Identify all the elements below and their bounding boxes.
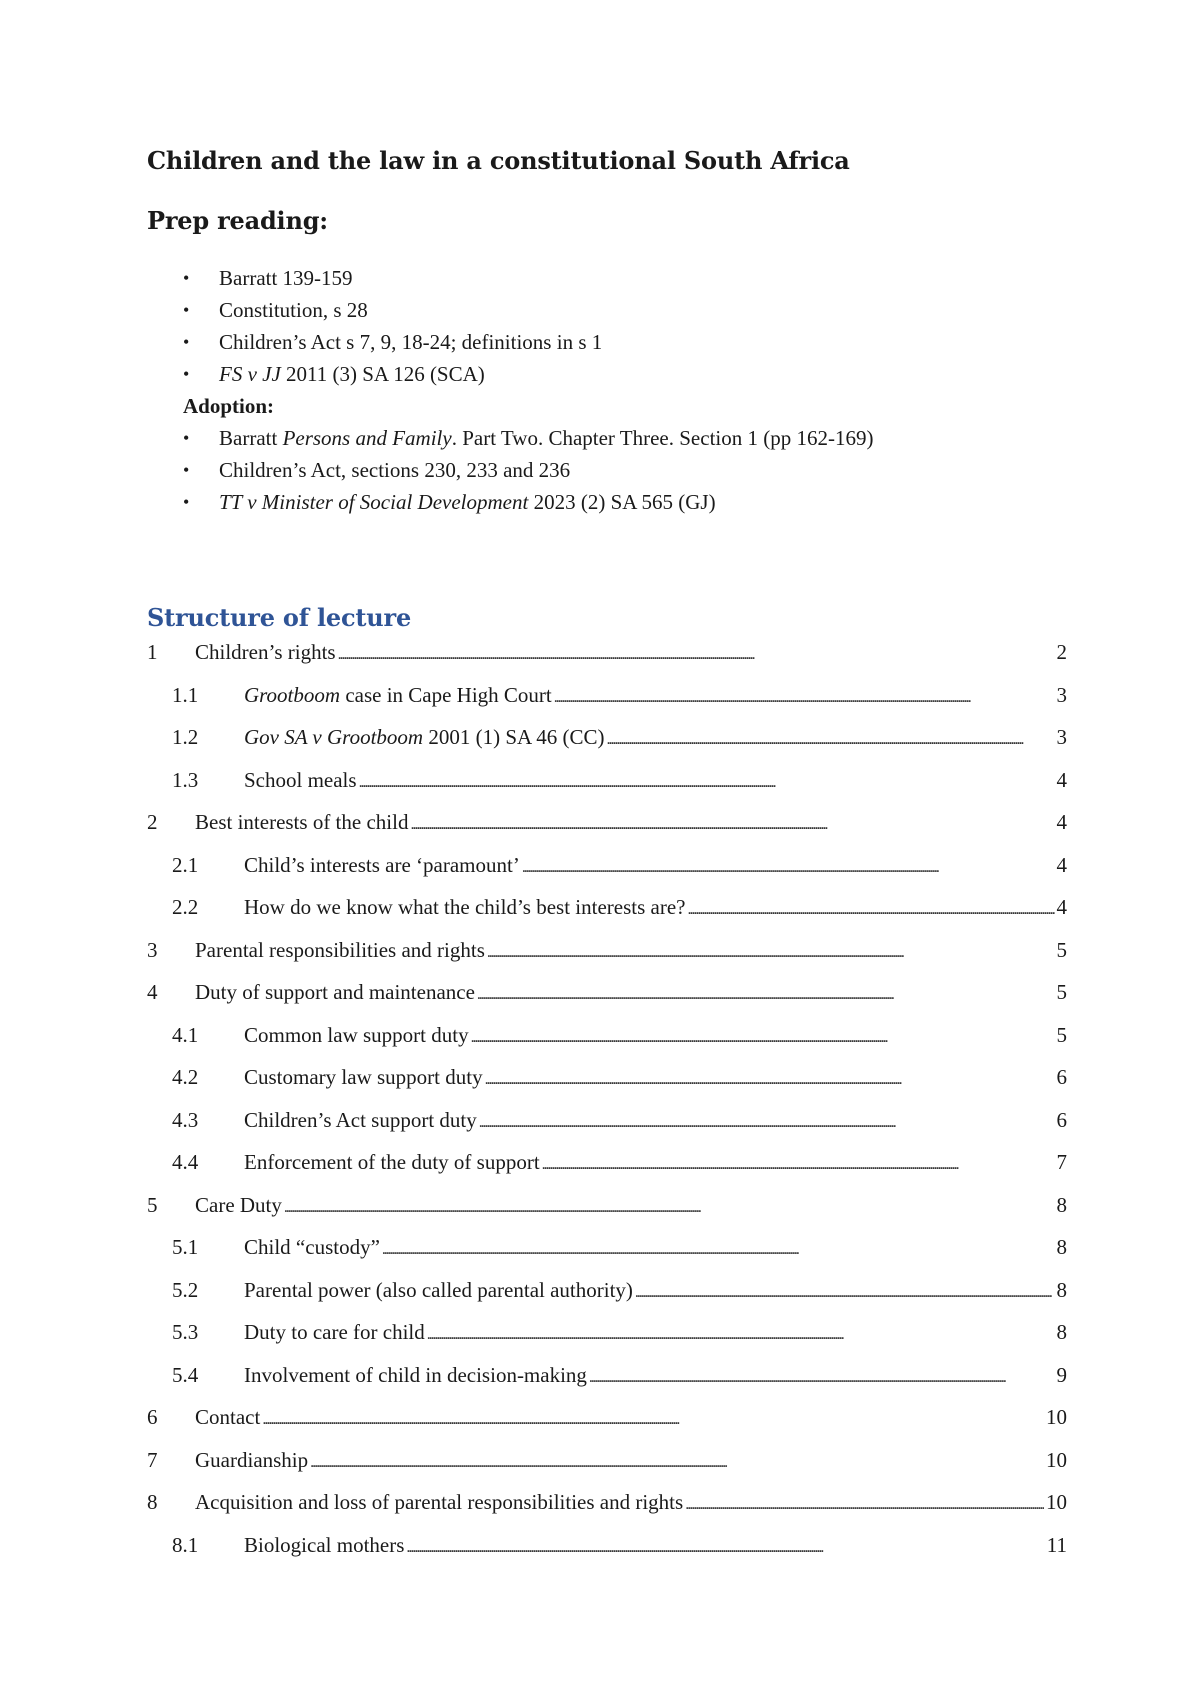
toc-entry[interactable]: [147, 807, 1067, 850]
toc-entry[interactable]: [147, 1317, 1067, 1360]
toc-page-number: 4: [1056, 810, 1067, 834]
toc-entry[interactable]: [147, 977, 1067, 1020]
reading-text: Constitution, s 28: [219, 298, 368, 322]
toc-number: 1.1: [172, 682, 199, 707]
toc-entry[interactable]: [147, 722, 1067, 765]
toc-text: [244, 1232, 1067, 1265]
toc-row: [147, 1402, 1067, 1432]
toc-label: [244, 1275, 633, 1308]
toc-number: 3: [147, 937, 158, 962]
document-title: Children and the law in a constitutional South Africa: [147, 146, 850, 175]
toc-row: [147, 1190, 1067, 1220]
bullet-glyph: •: [183, 332, 190, 352]
toc-dot-leader: [542, 1147, 1055, 1180]
toc-entry[interactable]: [147, 1105, 1067, 1148]
toc-row: [147, 1147, 1067, 1177]
toc-row: [147, 892, 1067, 922]
toc-label-text: Duty of support and maintenance: [195, 980, 475, 1004]
toc-label: [244, 1147, 540, 1180]
toc-page-number: 3: [1056, 725, 1067, 749]
toc-row: [147, 1360, 1067, 1390]
toc-number: 4.4: [172, 1150, 199, 1174]
toc-text: [244, 1020, 1067, 1053]
toc-text: [244, 892, 1067, 925]
toc-label: [195, 977, 475, 1010]
toc-row: [147, 850, 1067, 880]
toc-text: [244, 1105, 1067, 1138]
reading-text: Barratt 139-159: [219, 266, 353, 290]
toc-text: [244, 1147, 1067, 1180]
bullet-glyph: •: [183, 364, 190, 384]
reading-italic: FS v JJ: [219, 362, 281, 386]
toc-text: [244, 1062, 1067, 1095]
adoption-reading-item: [147, 486, 1047, 518]
toc-dot-leader: [382, 1232, 1055, 1265]
bullet-glyph: •: [183, 492, 190, 512]
toc-label-italic: Grootboom: [244, 682, 341, 707]
reading-text: 2011 (3) SA 126 (SCA): [280, 362, 485, 386]
toc-entry[interactable]: [147, 850, 1067, 893]
toc-label: [244, 892, 685, 925]
toc-text: [244, 1317, 1067, 1350]
toc-dot-leader: [589, 1360, 1055, 1393]
toc-number: 5.1: [172, 1235, 199, 1259]
toc-number: 1: [147, 640, 158, 664]
toc-label-text: Best interests of the child: [195, 810, 409, 834]
toc-entry[interactable]: [147, 765, 1067, 808]
toc-entry[interactable]: [147, 1275, 1067, 1318]
toc-label-text: Duty to care for child: [244, 1320, 425, 1344]
toc-page-number: 5: [1056, 980, 1067, 1004]
reading-italic: Persons and Family: [282, 426, 452, 450]
toc-number: 8.1: [172, 1532, 199, 1557]
toc-text: [195, 1487, 1067, 1520]
toc-number: 4.1: [172, 1022, 199, 1047]
toc-page-number: 5: [1056, 937, 1067, 962]
toc-text: [244, 1530, 1067, 1563]
toc-label-text: Parental power (also called parental authority): [244, 1277, 633, 1302]
toc-dot-leader: [687, 892, 1054, 925]
toc-dot-leader: [607, 722, 1055, 755]
toc-page-number: 10: [1046, 1447, 1067, 1472]
toc-dot-leader: [410, 807, 1054, 840]
toc-label-text: 2001 (1) SA 46 (CC): [423, 725, 605, 749]
toc-dot-leader: [427, 1317, 1055, 1350]
toc-page-number: 4: [1056, 767, 1067, 792]
reading-item: [147, 358, 1047, 390]
toc-label: [244, 850, 520, 883]
toc-row: [147, 765, 1067, 795]
toc-number: 7: [147, 1447, 158, 1472]
toc-page-number: 8: [1056, 1235, 1067, 1259]
toc-row: [147, 1530, 1067, 1560]
toc-text: [244, 850, 1067, 883]
toc-entry[interactable]: [147, 1232, 1067, 1275]
toc-label: [244, 1360, 587, 1393]
toc-entry[interactable]: [147, 1190, 1067, 1233]
reading-text: Children’s Act, sections 230, 233 and 236: [219, 458, 571, 482]
toc-label: [195, 1402, 260, 1435]
toc-label-text: Guardianship: [195, 1447, 309, 1472]
toc-row: [147, 977, 1067, 1007]
toc-dot-leader: [310, 1445, 1044, 1478]
bullet-glyph: •: [183, 428, 190, 448]
toc-dot-leader: [479, 1105, 1055, 1138]
toc-dot-leader: [522, 850, 1055, 883]
toc-dot-leader: [359, 765, 1055, 798]
toc-text: [195, 977, 1067, 1010]
toc-number: 6: [147, 1405, 158, 1429]
toc-label-text: School meals: [244, 767, 357, 792]
toc-entry[interactable]: [147, 1445, 1067, 1488]
toc-row: [147, 680, 1067, 710]
toc-label: [244, 1232, 380, 1265]
toc-text: [244, 722, 1067, 755]
toc-page-number: 6: [1056, 1107, 1067, 1132]
toc-number: 4: [147, 980, 158, 1004]
toc-row: [147, 1020, 1067, 1050]
prep-reading-heading: Prep reading:: [147, 206, 328, 235]
toc-label-text: Biological mothers: [244, 1532, 405, 1557]
toc-page-number: 11: [1046, 1532, 1067, 1557]
toc-label-italic: Gov SA v Grootboom: [244, 725, 424, 749]
toc-row: [147, 807, 1067, 837]
toc-label: [244, 1062, 483, 1095]
toc-text: [195, 807, 1067, 840]
toc-dot-leader: [477, 977, 1055, 1010]
bullet-glyph: •: [183, 460, 190, 480]
toc-text: [195, 637, 1067, 670]
toc-label-text: Involvement of child in decision-making: [244, 1362, 587, 1387]
toc-number: 8: [147, 1490, 158, 1514]
toc-label: [195, 807, 408, 840]
toc-label: [244, 765, 357, 798]
reading-italic: TT v Minister of Social Development: [219, 490, 529, 514]
toc-page-number: 4: [1056, 852, 1067, 877]
toc-text: [244, 1360, 1067, 1393]
toc-text: [244, 1275, 1067, 1308]
toc-label-text: Children’s Act support duty: [244, 1107, 477, 1132]
toc-number: 5.3: [172, 1320, 199, 1344]
toc-number: 2.2: [172, 895, 199, 919]
reading-text: 2023 (2) SA 565 (GJ): [528, 490, 716, 514]
toc-number: 2.1: [172, 852, 199, 877]
toc-row: [147, 1445, 1067, 1475]
toc-entry[interactable]: [147, 637, 1067, 680]
toc-dot-leader: [485, 1062, 1055, 1095]
reading-text: . Part Two. Chapter Three. Section 1 (pp 162-169): [451, 426, 874, 450]
toc-entry[interactable]: [147, 1147, 1067, 1190]
reading-text: Children’s Act s 7, 9, 18-24; definitions in s 1: [219, 330, 603, 354]
toc-row: [147, 1275, 1067, 1305]
toc-row: [147, 637, 1067, 667]
reading-item: [147, 294, 1047, 326]
structure-heading: Structure of lecture: [147, 603, 412, 632]
toc-label: [195, 1190, 282, 1223]
toc-page-number: 2: [1056, 640, 1067, 664]
toc-entry[interactable]: [147, 892, 1067, 935]
toc-label: [195, 935, 485, 968]
toc-number: 4.2: [172, 1065, 199, 1089]
toc-text: [195, 935, 1067, 968]
bullet-glyph: •: [183, 268, 190, 288]
toc-row: [147, 1317, 1067, 1347]
toc-entry[interactable]: [147, 1360, 1067, 1403]
toc-page-number: 5: [1056, 1022, 1067, 1047]
toc-text: [195, 1445, 1067, 1478]
toc-number: 4.3: [172, 1107, 199, 1132]
toc-label: [195, 1487, 683, 1520]
toc-label: [244, 722, 605, 755]
toc-dot-leader: [471, 1020, 1055, 1053]
adoption-heading: Adoption:: [183, 394, 275, 418]
toc-label: [244, 680, 552, 713]
toc-row: [147, 1062, 1067, 1092]
toc-label: [244, 1530, 404, 1563]
toc-label-text: Common law support duty: [244, 1022, 469, 1047]
toc-row: [147, 722, 1067, 752]
toc-label: [195, 637, 336, 670]
toc-entry[interactable]: [147, 935, 1067, 978]
toc-row: [147, 1487, 1067, 1517]
toc-text: [195, 1402, 1067, 1435]
toc-dot-leader: [554, 680, 1055, 713]
toc-entry[interactable]: [147, 1487, 1067, 1530]
toc-label-text: How do we know what the child’s best interests are?: [244, 895, 686, 919]
toc-dot-leader: [338, 637, 1055, 670]
reading-item: [147, 262, 1047, 294]
toc-page-number: 8: [1056, 1192, 1067, 1217]
toc-entry[interactable]: [147, 680, 1067, 723]
toc-row: [147, 935, 1067, 965]
table-of-contents: [147, 637, 1067, 1572]
toc-number: 5.4: [172, 1362, 199, 1387]
toc-dot-leader: [406, 1530, 1044, 1563]
toc-label-text: Enforcement of the duty of support: [244, 1150, 540, 1174]
toc-number: 1.2: [172, 725, 199, 749]
toc-label-text: Children’s rights: [195, 640, 336, 664]
toc-label-text: Contact: [195, 1405, 261, 1429]
toc-page-number: 10: [1046, 1405, 1067, 1429]
toc-number: 5: [147, 1192, 158, 1217]
adoption-reading-item: [147, 454, 1047, 486]
toc-page-number: 10: [1046, 1490, 1067, 1514]
toc-number: 5.2: [172, 1277, 199, 1302]
toc-label-text: Child’s interests are ‘paramount’: [244, 852, 520, 877]
toc-number: 2: [147, 810, 158, 834]
toc-label-text: case in Cape High Court: [340, 682, 552, 707]
toc-text: [195, 1190, 1067, 1223]
toc-number: 1.3: [172, 767, 199, 792]
toc-entry[interactable]: [147, 1020, 1067, 1063]
reading-text: Barratt: [219, 426, 283, 450]
toc-dot-leader: [284, 1190, 1055, 1223]
toc-dot-leader: [487, 935, 1055, 968]
toc-label: [195, 1445, 308, 1478]
toc-page-number: 3: [1056, 682, 1067, 707]
reading-item: [147, 326, 1047, 358]
toc-dot-leader: [685, 1487, 1044, 1520]
toc-row: [147, 1232, 1067, 1262]
toc-label: [244, 1105, 477, 1138]
toc-dot-leader: [635, 1275, 1055, 1308]
bullet-glyph: •: [183, 300, 190, 320]
toc-row: [147, 1105, 1067, 1135]
toc-label-text: Care Duty: [195, 1192, 282, 1217]
toc-dot-leader: [262, 1402, 1044, 1435]
prep-reading-list: [147, 262, 1047, 518]
toc-label-text: Child “custody”: [244, 1235, 380, 1259]
toc-label-text: Acquisition and loss of parental responsibilities and rights: [195, 1490, 684, 1514]
toc-label-text: Customary law support duty: [244, 1065, 483, 1089]
toc-page-number: 8: [1056, 1320, 1067, 1344]
toc-label: [244, 1020, 469, 1053]
adoption-reading-item: [147, 422, 1047, 454]
toc-page-number: 8: [1056, 1277, 1067, 1302]
toc-entry[interactable]: [147, 1530, 1067, 1573]
toc-page-number: 7: [1056, 1150, 1067, 1174]
toc-entry[interactable]: [147, 1062, 1067, 1105]
toc-label-text: Parental responsibilities and rights: [195, 937, 485, 962]
toc-page-number: 4: [1056, 895, 1067, 919]
toc-label: [244, 1317, 425, 1350]
toc-text: [244, 765, 1067, 798]
toc-entry[interactable]: [147, 1402, 1067, 1445]
toc-page-number: 9: [1056, 1362, 1067, 1387]
toc-text: [244, 680, 1067, 713]
toc-page-number: 6: [1056, 1065, 1067, 1089]
